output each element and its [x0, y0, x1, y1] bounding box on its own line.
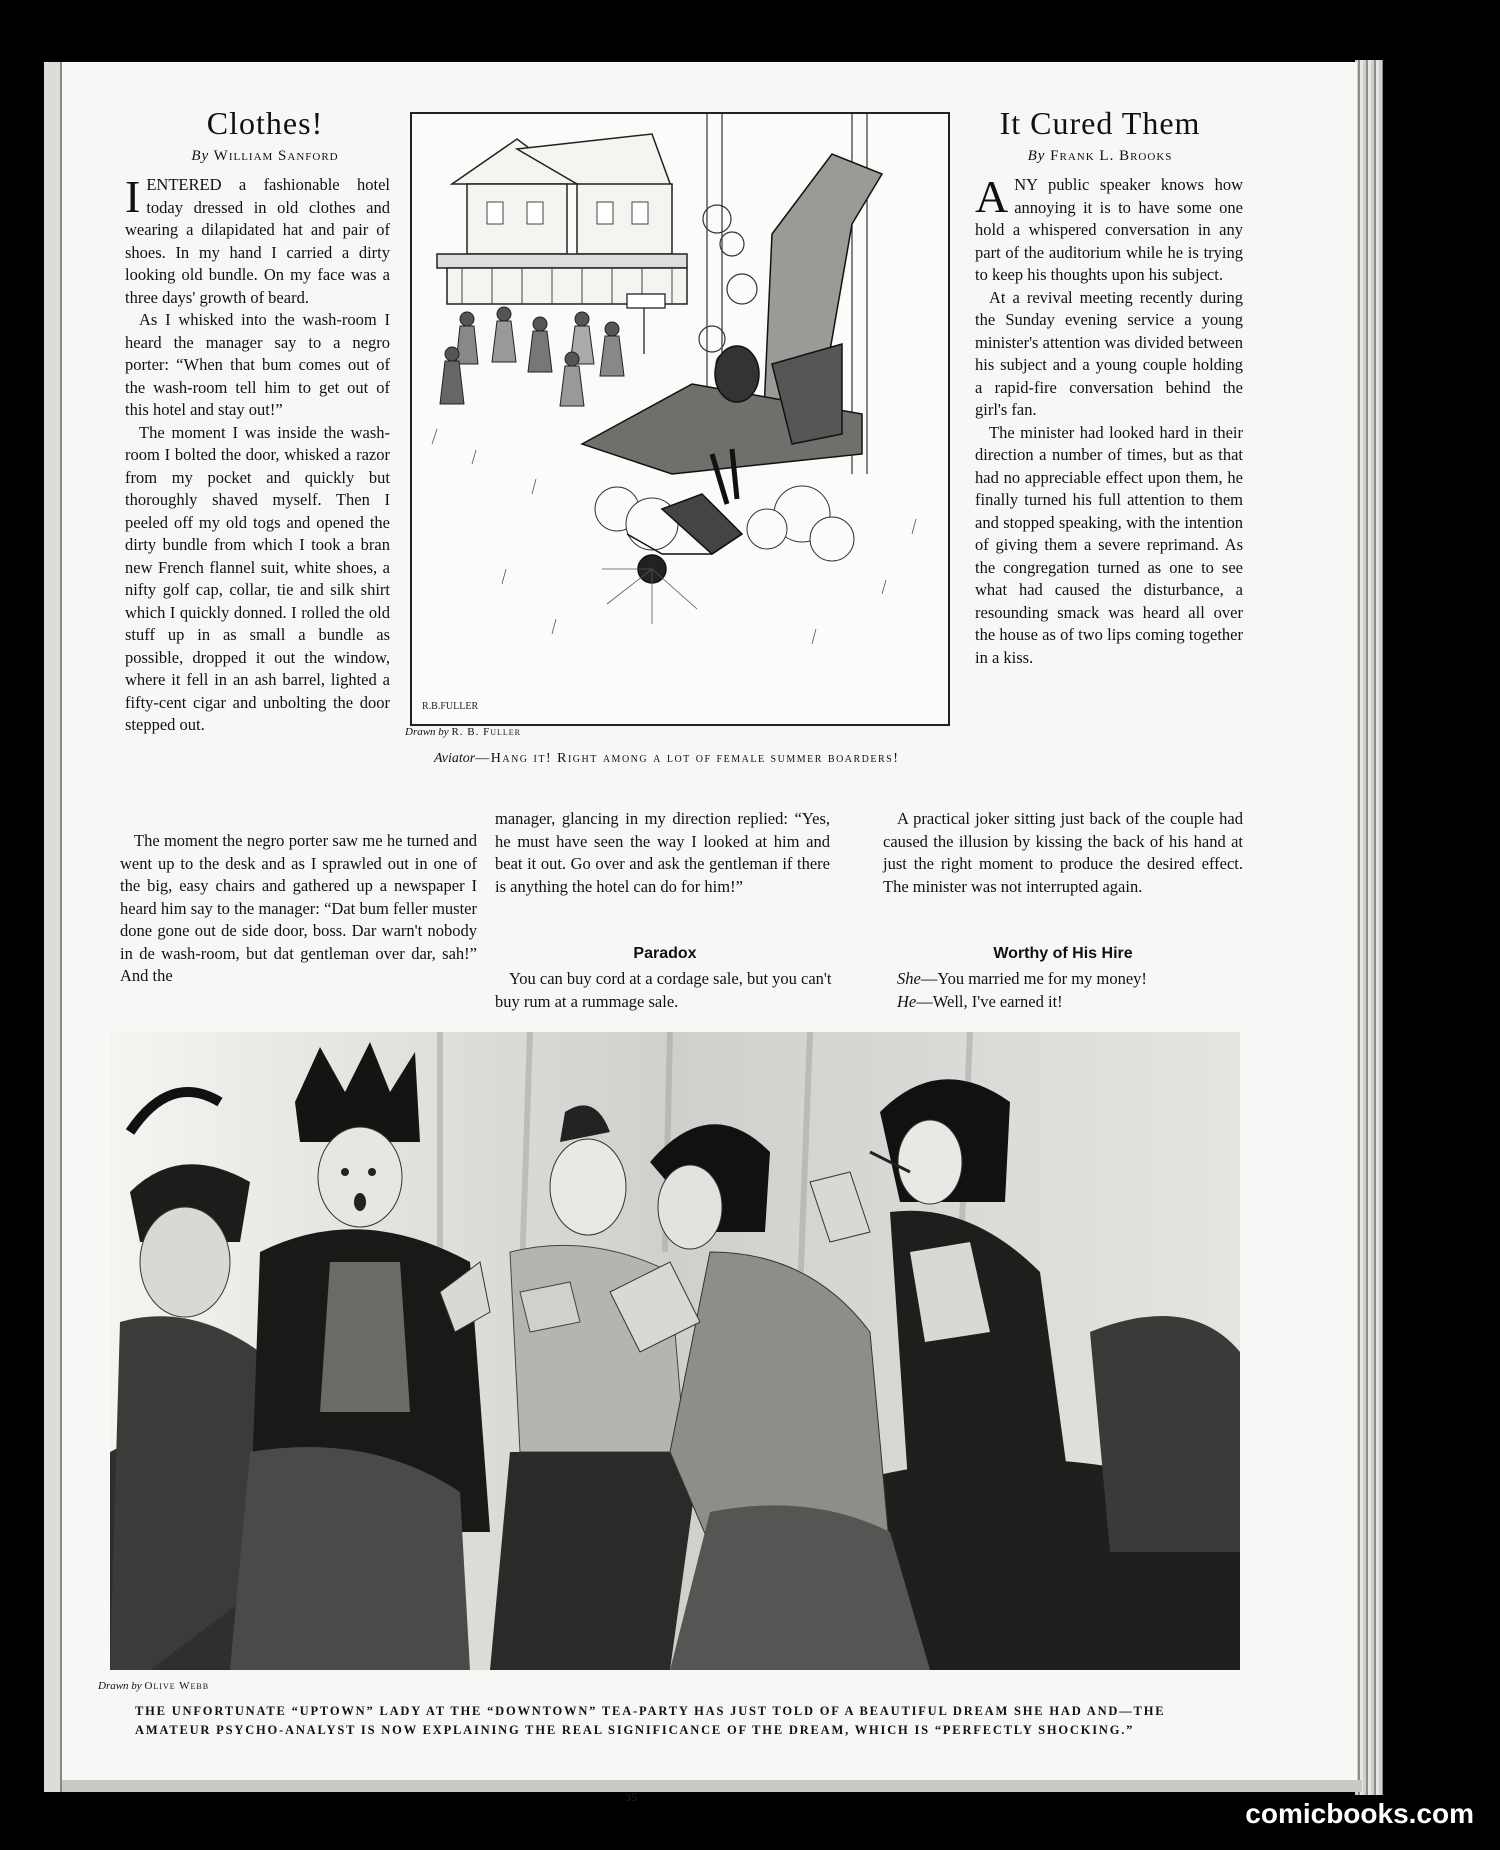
worthy-line-1-speaker: She — [897, 969, 921, 988]
page-bottom-edge — [62, 1780, 1362, 1792]
tea-party-credit — [98, 1680, 209, 1692]
tea-party-caption: THE UNFORTUNATE “UPTOWN” LADY AT THE “DOWNTOWN” TEA-PARTY HAS JUST TOLD OF A BEAUTIFUL DREAM SHE HAD AND—THE AMATEUR PSYCHO-ANALYST IS NOW EXPLAINING THE REAL SIGNIFICANCE OF THE DREAM, WHICH IS “PERFECTLY SHOCKING.” — [135, 1704, 1166, 1737]
clothes-byline-prefix: By — [191, 148, 210, 164]
cured-byline-prefix: By — [1027, 148, 1046, 164]
clothes-paragraph-2: As I whisked into the wash-room I heard the manager say to a negro porter: “When that bum comes out of the wash-room tell him to get out of this hotel and stay out!” — [125, 310, 390, 419]
paradox-text: You can buy cord at a cordage sale, but you can't buy rum at a rummage sale. — [495, 969, 832, 1011]
cured-paragraph-1-text: NY public speaker knows how annoying it is to have some one hold a whispered conversation in any part of the auditorium while he is trying to keep his thoughts upon his subject. — [975, 175, 1243, 284]
cured-paragraph-1 — [975, 171, 1243, 287]
watermark: comicbooks.com — [1245, 1798, 1474, 1829]
clothes-paragraph-3: The moment I was inside the wash-room I bolted the door, whisked a razor from my pocket and quickly but thoroughly shaved myself. Then I peeled off my old togs and opened the dirty bundle from which I took a bran new French flannel suit, white shoes, a nifty golf cap, collar, tie and silk shirt which I quickly donned. I rolled the old stuff up in as small a bundle as possible, dropped it out the window, where it fell in an ash barrel, lighted a fifty-cent cigar and unbolting the door stepped out. — [125, 422, 390, 734]
aviator-cartoon — [410, 112, 950, 726]
clothes-paragraph-4: The moment the negro porter saw me he turned and went up to the desk and as I sprawled out in one of the big, easy chairs and gathered up a newspaper I heard him say to the manager: “Dat bum feller muster done gone out de side door, boss. Dar warn't nobody in de wash-room, but dat gentleman over dar, sah!” And the — [120, 831, 477, 985]
clothes-paragraph-5: manager, glancing in my direction replied: “Yes, he must have seen the way I looked at him and beat it out. Go over and ask the gentleman if there is anything the hotel can do for him!” — [495, 809, 830, 896]
page-number: 35 — [625, 1790, 637, 1804]
clothes-column-3 — [495, 808, 830, 898]
clothes-paragraph-1-text: ENTERED a fashionable hotel today dressed in old clothes and wearing a dilapidated hat and pair of shoes. In my hand I carried a dirty looking old bundle. On my face was a three days' growth of beard. — [125, 175, 390, 307]
paradox-body — [495, 968, 835, 1013]
clothes-title: Clothes! — [206, 105, 324, 141]
cured-paragraph-4: A practical joker sitting just back of the couple had caused the illusion by kissing the back of his hand at just the right moment to produce the desired effect. The minister was not interrupted again. — [883, 809, 1243, 896]
clothes-dropcap: I — [125, 171, 141, 222]
aviator-cartoon-credit — [405, 726, 521, 738]
cured-title: It Cured Them — [999, 105, 1201, 141]
clothes-byline — [130, 148, 400, 165]
worthy-line-1 — [883, 968, 1243, 991]
cured-byline — [965, 148, 1235, 165]
cured-paragraph-2: At a revival meeting recently during the Sunday evening service a young minister's attention was divided between his subject and a young couple holding a rapid-fire conversation behind the girl's fan. — [975, 287, 1243, 419]
worthy-body — [883, 968, 1243, 1013]
worthy-line-2 — [883, 991, 1243, 1014]
tea-party-drawing — [110, 1032, 1240, 1670]
tea-party-credit-name: Olive Webb — [144, 1680, 210, 1692]
cured-paragraph-3: The minister had looked hard in their direction a number of times, but as that had no appreciable effect upon them, he finally turned his full attention to them and stopped speaking, with the intention of giving them a severe reprimand. As the congregation turned as one to see what had caused the disturbance, a resounding smack was heard all over the house as of two lips coming together in a kiss. — [975, 422, 1243, 667]
paradox-heading: Paradox — [633, 945, 697, 962]
worthy-line-1-text: —You married me for my money! — [920, 969, 1147, 988]
tea-party-illustration — [110, 1032, 1240, 1670]
right-page-edge — [1355, 60, 1383, 1795]
cured-column — [975, 171, 1243, 669]
clothes-byline-name: William Sanford — [213, 148, 339, 164]
cured-column-2 — [883, 808, 1243, 898]
cured-dropcap: A — [975, 171, 1009, 222]
tea-party-credit-prefix: Drawn by — [98, 1680, 142, 1692]
aviator-cartoon-drawing — [412, 114, 948, 724]
cured-byline-name: Frank L. Brooks — [1050, 148, 1173, 164]
aviator-caption-speaker: Aviator — [434, 751, 476, 766]
left-page-edge — [44, 62, 62, 1792]
clothes-column-1 — [125, 171, 390, 737]
aviator-credit-prefix: Drawn by — [405, 726, 449, 738]
clothes-column-2 — [120, 830, 477, 988]
worthy-line-2-text: —Well, I've earned it! — [916, 991, 1063, 1011]
aviator-caption — [422, 748, 942, 770]
aviator-caption-text: —Hang it! Right among a lot of female summer boarders! — [475, 751, 900, 766]
aviator-credit-name: R. B. Fuller — [451, 726, 522, 738]
clothes-paragraph-1 — [125, 171, 390, 309]
worthy-line-2-speaker: He — [897, 991, 917, 1011]
worthy-heading: Worthy of His Hire — [993, 945, 1133, 962]
cartoon-signature: R.B.FULLER — [422, 701, 479, 712]
